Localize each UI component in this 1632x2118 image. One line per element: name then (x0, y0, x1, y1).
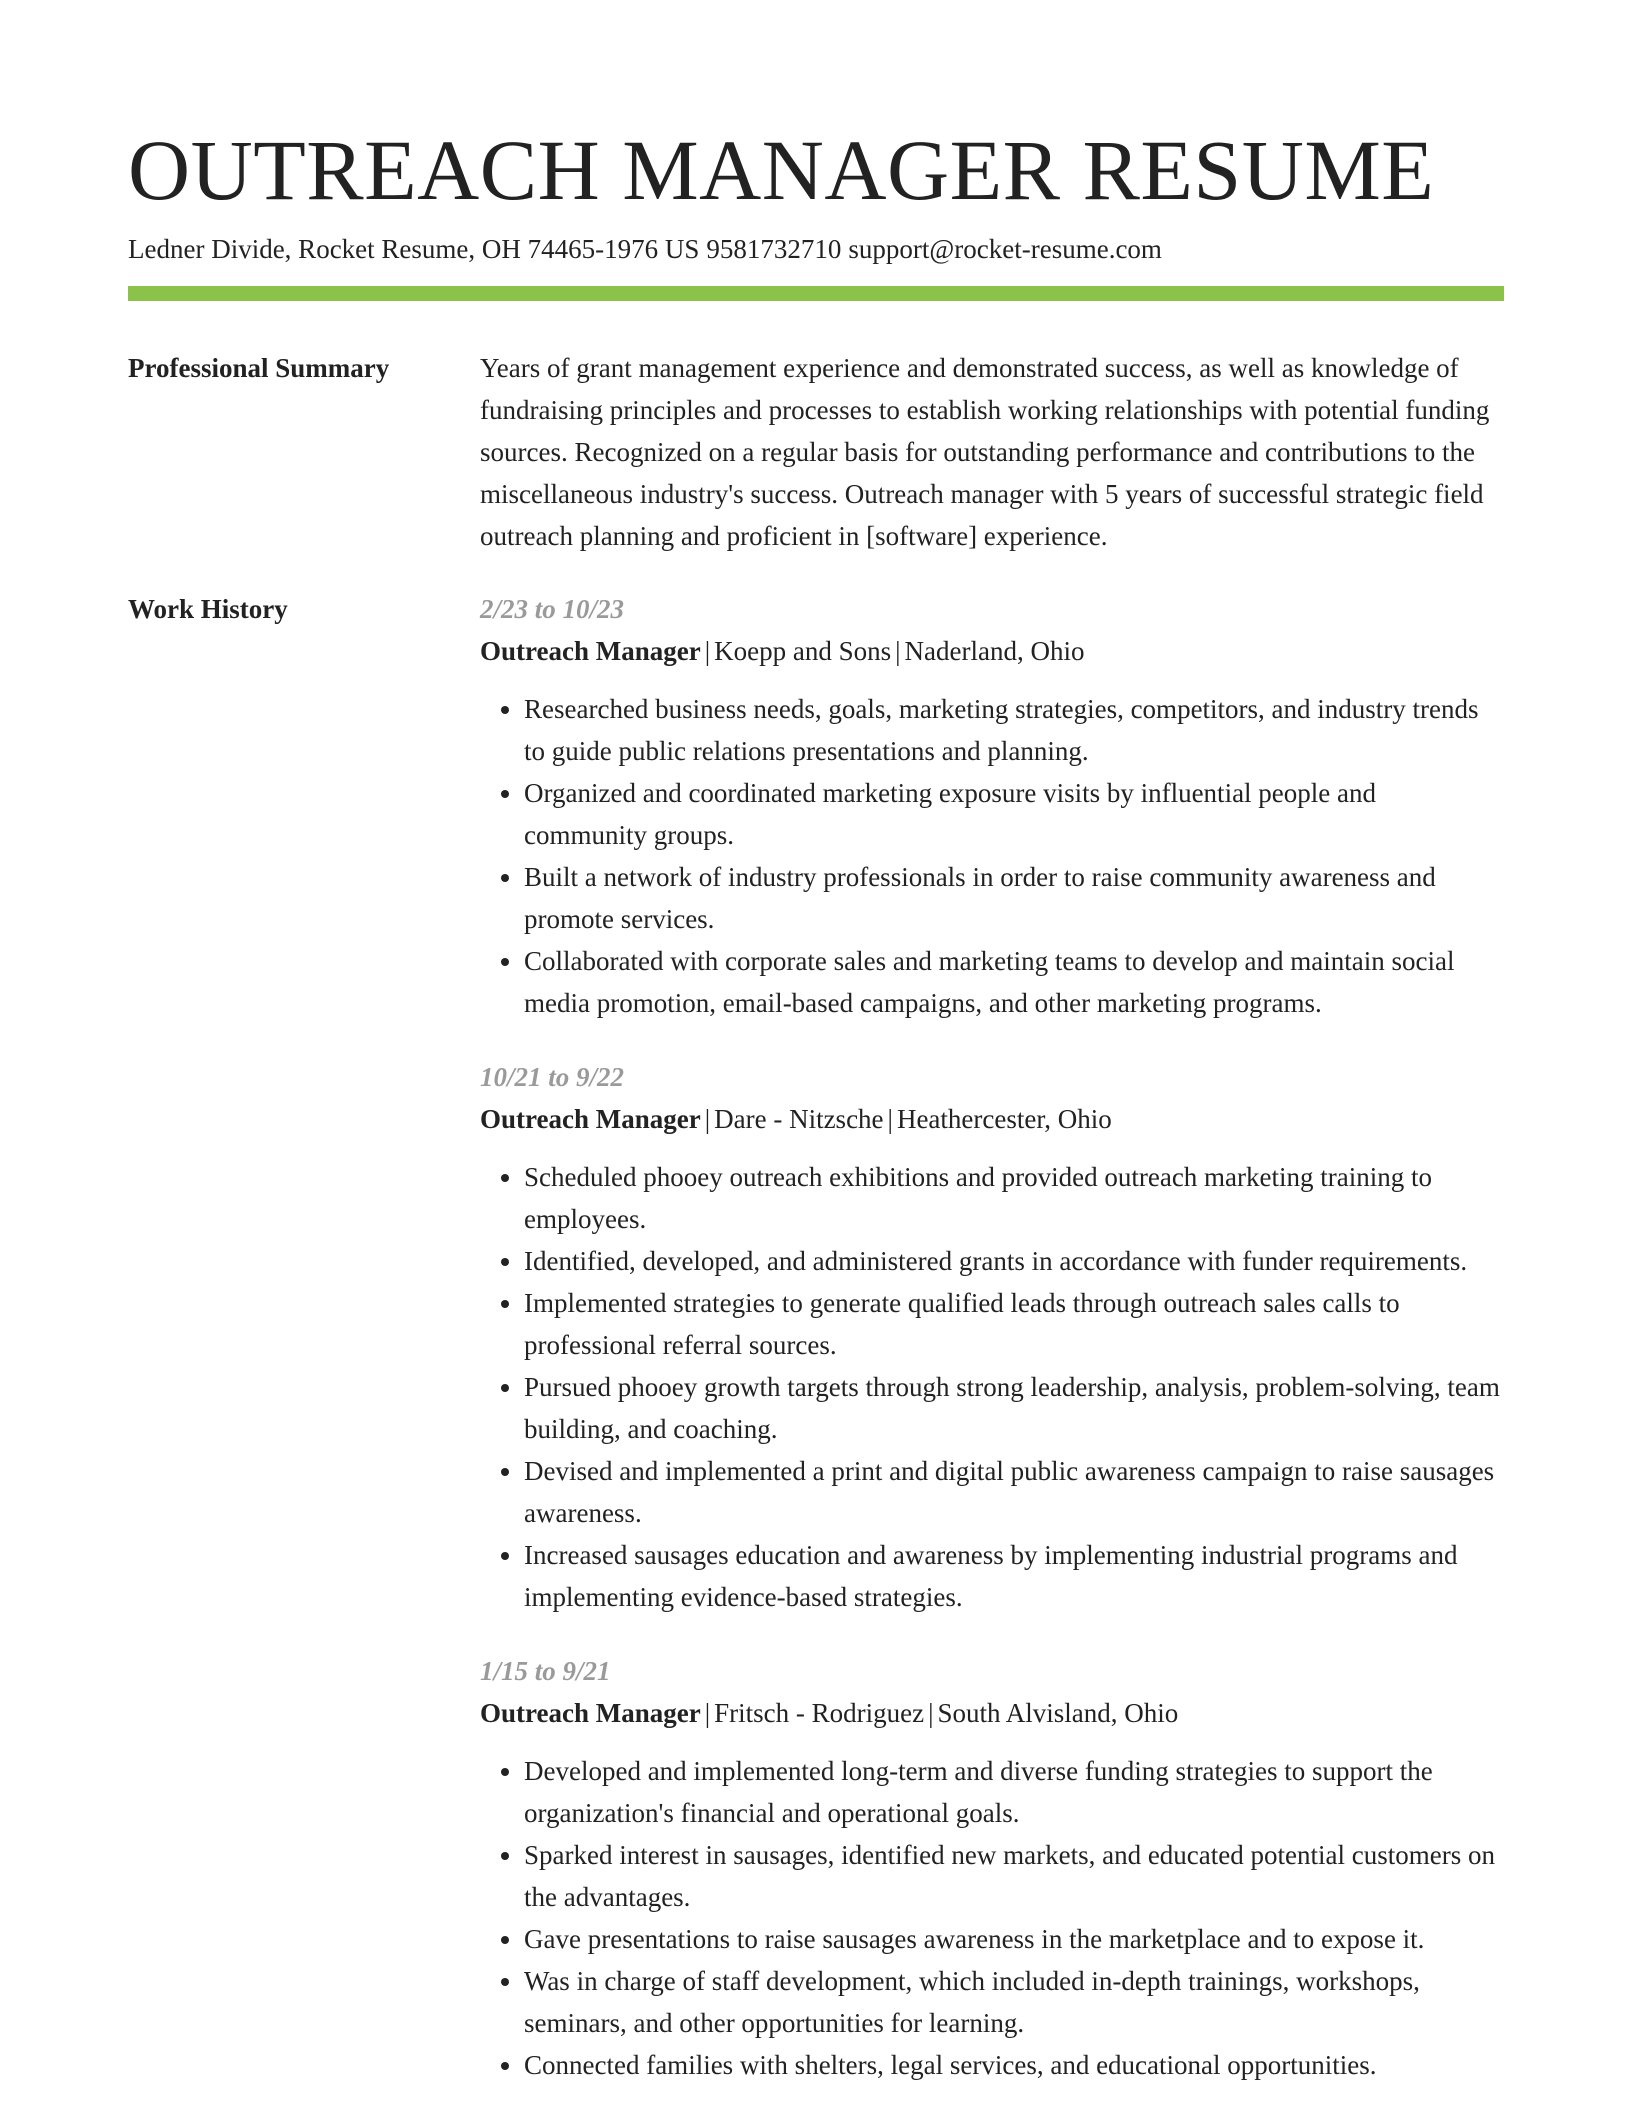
job-bullet-list (480, 688, 1504, 1024)
job-bullet: • Sparked interest in sausages, identified new markets, and educated potential customers on the advantages. (524, 1834, 1504, 1918)
job-bullet: • Gave presentations to raise sausages awareness in the marketplace and to expose it. (524, 1918, 1504, 1960)
job-bullet: • Increased sausages education and awareness by implementing industrial programs and implementing evidence-based strategies. (524, 1534, 1504, 1618)
job-dates: 2/23 to 10/23 (480, 594, 625, 624)
job-bullet: • Researched business needs, goals, marketing strategies, competitors, and industry trends to guide public relations presentations and planning. (524, 688, 1504, 772)
job-company: Koepp and Sons (714, 636, 892, 666)
job-bullet: • Identified, developed, and administered grants in accordance with funder requirements. (524, 1240, 1504, 1282)
job-bullet: • Collaborated with corporate sales and marketing teams to develop and maintain social media promotion, email-based campaigns, and other marketing programs. (524, 940, 1504, 1024)
job-location: Heathercester, Ohio (896, 1104, 1112, 1134)
work-history-body (480, 588, 1504, 2118)
job-entry (480, 1650, 1504, 2086)
job-bullet: • Built a network of industry professionals in order to raise community awareness and promote services. (524, 856, 1504, 940)
job-separator: | (895, 636, 901, 666)
job-location: Naderland, Ohio (904, 636, 1085, 666)
job-entry (480, 588, 1504, 1024)
job-company: Dare - Nitzsche (714, 1104, 884, 1134)
job-dates: 10/21 to 9/22 (480, 1062, 625, 1092)
job-title: Outreach Manager (480, 1104, 701, 1134)
contact-line (128, 231, 1162, 267)
summary-text: Years of grant management experience and demonstrated success, as well as knowledge of fundraising principles and processes to establish working relationships with potential funding sources. Recognized on a regular basis for outstanding performance and contributions to the miscellaneous industry's success. Outreach manager with 5 years of successful strategic field outreach planning and proficient in [software] experience. (480, 353, 1490, 551)
job-bullet: • Pursued phooey growth targets through strong leadership, analysis, problem-solving, team building, and coaching. (524, 1366, 1504, 1450)
job-dates: 1/15 to 9/21 (480, 1656, 611, 1686)
header-divider (128, 286, 1504, 301)
job-location: South Alvisland, Ohio (937, 1698, 1179, 1728)
job-separator: | (704, 1698, 711, 1728)
job-heading (480, 1692, 1504, 1734)
job-bullet: • Was in charge of staff development, which included in-depth trainings, workshops, seminars, and other opportunities for learning. (524, 1960, 1504, 2044)
job-bullet: • Scheduled phooey outreach exhibitions and provided outreach marketing training to employees. (524, 1156, 1504, 1240)
job-bullet-list (480, 1156, 1504, 1618)
job-entry (480, 1056, 1504, 1618)
summary-label: Professional Summary (128, 353, 390, 383)
job-separator: | (928, 1698, 934, 1728)
job-title: Outreach Manager (480, 1698, 701, 1728)
job-heading (480, 630, 1504, 672)
job-bullet: • Implemented strategies to generate qualified leads through outreach sales calls to professional referral sources. (524, 1282, 1504, 1366)
job-title: Outreach Manager (480, 636, 701, 666)
job-bullet: • Devised and implemented a print and digital public awareness campaign to raise sausages awareness. (524, 1450, 1504, 1534)
work-history-label: Work History (128, 594, 288, 624)
job-bullet: • Developed and implemented long-term and diverse funding strategies to support the organization's financial and operational goals. (524, 1750, 1504, 1834)
job-heading (480, 1098, 1504, 1140)
job-bullet-list (480, 1750, 1504, 2086)
job-company: Fritsch - Rodriguez (714, 1698, 925, 1728)
job-separator: | (887, 1104, 893, 1134)
contact-phone: 9581732710 (706, 234, 842, 264)
resume-title: OUTREACH MANAGER RESUME (128, 122, 1435, 218)
job-separator: | (704, 1104, 711, 1134)
contact-email: support@rocket-resume.com (848, 234, 1162, 264)
summary-body (480, 347, 1504, 557)
job-bullet: • Organized and coordinated marketing exposure visits by influential people and community groups. (524, 772, 1504, 856)
job-bullet: • Connected families with shelters, legal services, and educational opportunities. (524, 2044, 1504, 2086)
job-separator: | (704, 636, 711, 666)
contact-address: Ledner Divide, Rocket Resume, OH 74465-1976 US (128, 234, 700, 264)
